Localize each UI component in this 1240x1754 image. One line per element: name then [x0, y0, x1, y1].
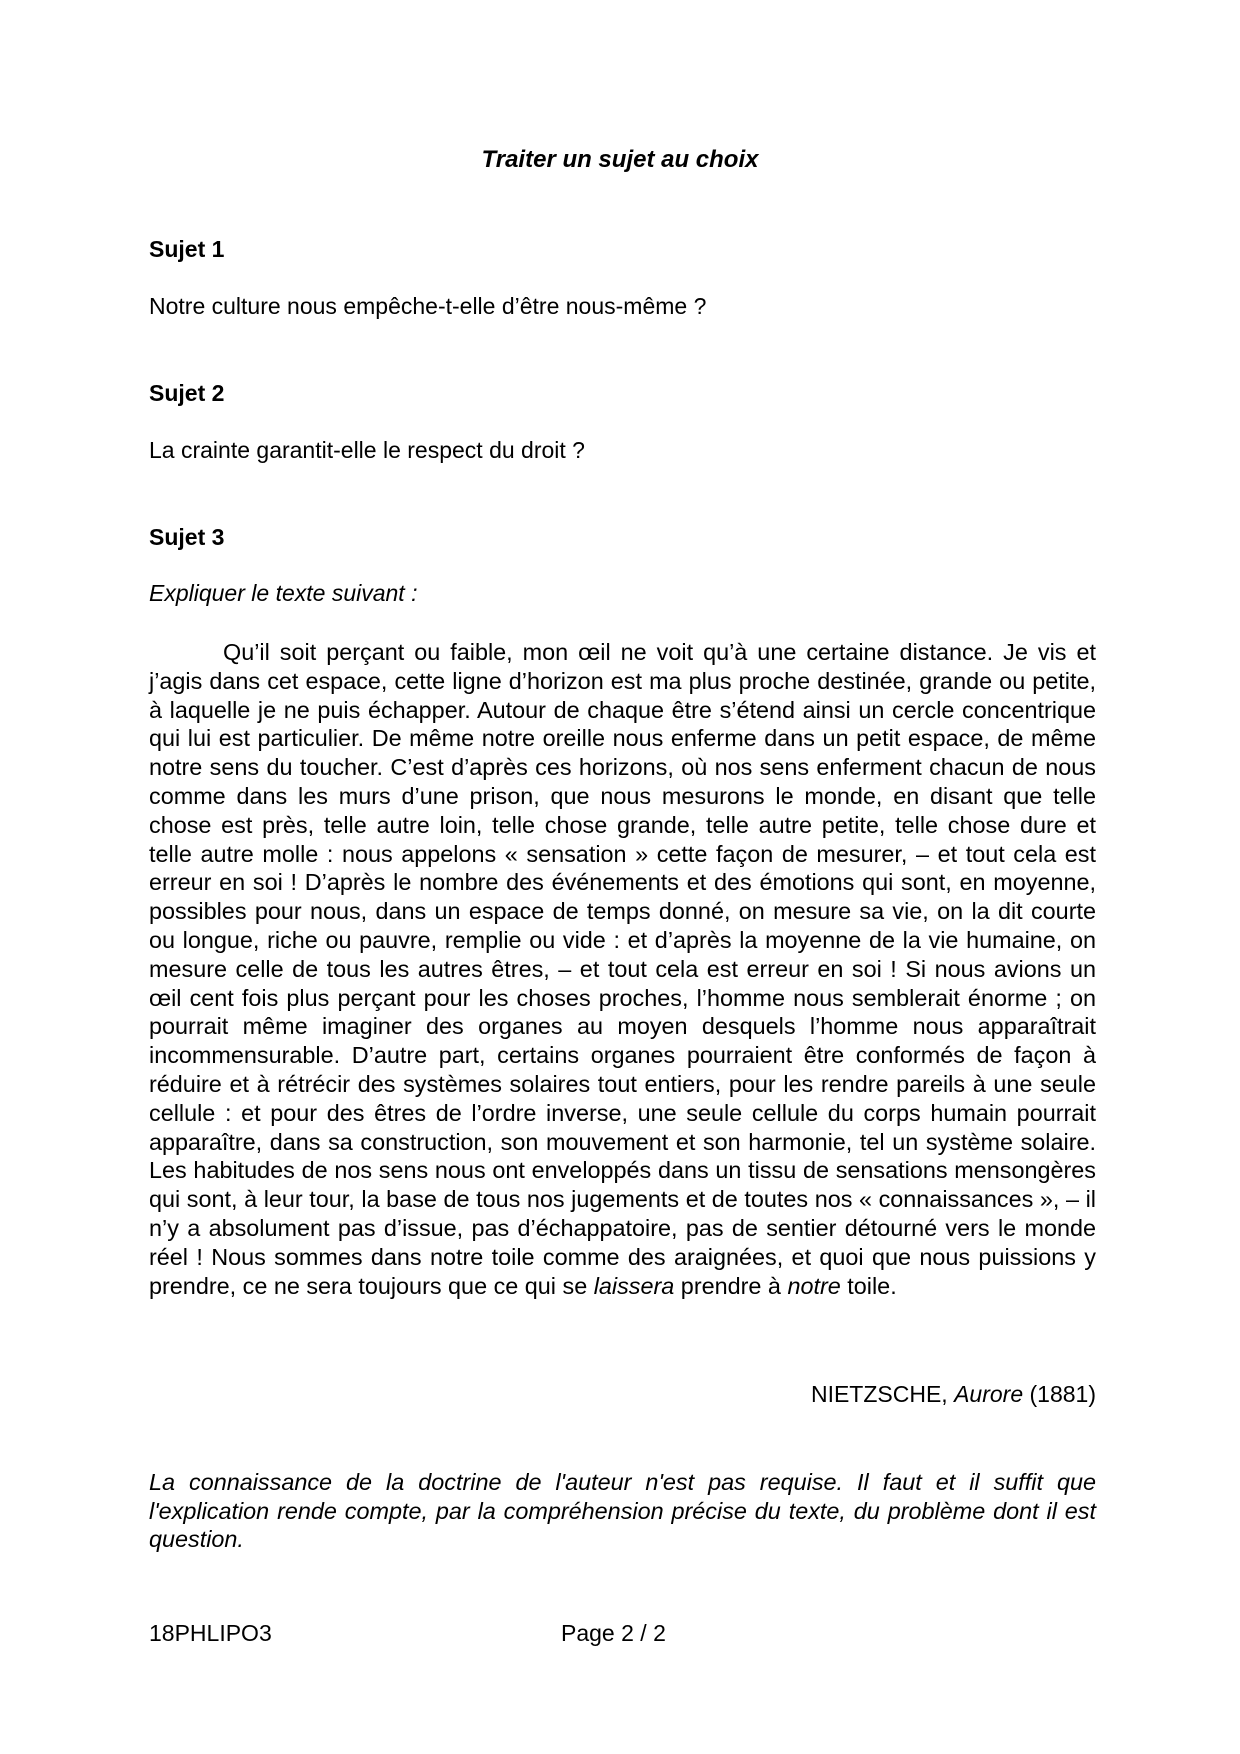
subject-2-question: La crainte garantit-elle le respect du droit ? [149, 437, 585, 463]
passage-mid-text: prendre à [674, 1272, 788, 1299]
passage-emphasis-laissera: laissera [593, 1272, 675, 1299]
subject-1-heading: Sujet 1 [149, 236, 225, 262]
subject-3-passage [149, 638, 1096, 1300]
footer-page-number: Page 2 / 2 [561, 1620, 666, 1646]
subject-3-note: La connaissance de la doctrine de l'auteur n'est pas requise. Il faut et il suffit que l'explication rende compte, par la compréhension précise du texte, du problème dont il est question. [149, 1469, 1096, 1553]
passage-main-text: Qu’il soit perçant ou faible, mon œil ne voit qu’à une certaine distance. Je vis et j’agis dans cet espace, cette ligne d’horizon est ma plus proche destinée, grande ou petite, à laquelle je ne puis échapper. Autour de chaque être s’étend ainsi un cercle concentrique qui lui est particulier. De même notre oreille nous enferme dans un petit espace, de même notre sens du toucher. C’est d’après ces horizons, où nos sens enferment chacun de nous comme dans les murs d’une prison, que nous mesurons le monde, en disant que telle chose est près, telle autre loin, telle chose grande, telle autre petite, telle chose dure et telle autre molle : nous appelons « sensation » cette façon de mesurer, – et tout cela est erreur en soi ! D’après le nombre des événements et des émotions qui sont, en moyenne, possibles pour nous, dans un espace de temps donné, on mesure sa vie, on la dit courte ou longue, riche ou pauvre, remplie ou vide : et d’après la moyenne de la vie humaine, on mesure celle de tous les autres êtres, – et tout cela est erreur en soi ! Si nous avions un œil cent fois plus perçant pour les choses proches, l’homme nous semblerait énorme ; on pourrait même imaginer des organes au moyen desquels l’homme nous apparaîtrait incommensurable. D’autre part, certains organes pourraient être conformés de façon à réduire et à rétrécir des systèmes solaires tout entiers, pour les rendre pareils à une seule cellule : et pour des êtres de l’ordre inverse, une seule cellule du corps humain pourrait apparaître, dans sa construction, son mouvement et son harmonie, tel un système solaire. Les habitudes de nos sens nous ont enveloppés dans un tissu de sensations mensongères qui sont, à leur tour, la base de tous nos jugements et de toutes nos « connaissances », – il n’y a absolument pas d’issue, pas d’échappatoire, pas de sentier détourné vers le monde réel ! Nous sommes dans notre toile comme des araignées, et quoi que nous puissions y prendre, ce ne sera toujours que ce qui se [149, 639, 1096, 1299]
footer-exam-code: 18PHLIPO3 [149, 1620, 272, 1646]
passage-emphasis-notre: notre [787, 1272, 841, 1299]
subject-3-instruction: Expliquer le texte suivant : [149, 580, 418, 606]
subject-1-question: Notre culture nous empêche-t-elle d’être nous-même ? [149, 293, 707, 319]
attribution-author: NIETZSCHE, [810, 1381, 955, 1407]
subject-2-heading: Sujet 2 [149, 380, 225, 406]
subject-3-heading: Sujet 3 [149, 524, 225, 550]
attribution-work: Aurore [954, 1381, 1024, 1407]
attribution-year: (1881) [1023, 1381, 1096, 1407]
passage-attribution [811, 1381, 1096, 1408]
passage-end-text: toile. [840, 1272, 897, 1299]
page-title: Traiter un sujet au choix [481, 146, 759, 173]
